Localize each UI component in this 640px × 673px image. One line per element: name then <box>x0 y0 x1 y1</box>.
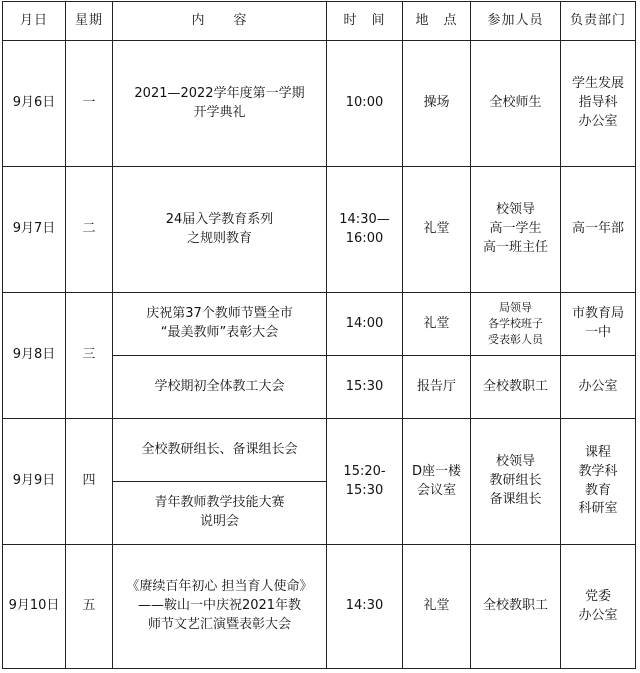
dept-cell: 市教育局 一中 <box>561 293 636 356</box>
content-cell: 青年教师教学技能大赛 说明会 <box>113 482 327 545</box>
dept-cell: 学生发展 指导科 办公室 <box>561 41 636 167</box>
time-cell: 10:00 <box>327 41 403 167</box>
place-cell: 操场 <box>403 41 471 167</box>
dept-cell: 办公室 <box>561 356 636 419</box>
date-cell: 9月9日 <box>3 419 66 545</box>
content-cell: 全校教研组长、备课组长会 <box>113 419 327 482</box>
weekday-cell: 二 <box>66 167 113 293</box>
header-dept: 负责部门 <box>561 2 636 41</box>
table-row <box>3 293 636 356</box>
content-cell: 24届入学教育系列 之规则教育 <box>113 167 327 293</box>
table-row <box>3 41 636 167</box>
time-cell: 14:30 <box>327 545 403 669</box>
date-cell: 9月7日 <box>3 167 66 293</box>
date-cell: 9月6日 <box>3 41 66 167</box>
header-place: 地 点 <box>403 2 471 41</box>
people-cell: 全校教职工 <box>471 356 561 419</box>
time-cell: 14:30— 16:00 <box>327 167 403 293</box>
weekday-cell: 三 <box>66 293 113 419</box>
content-cell: 学校期初全体教工大会 <box>113 356 327 419</box>
content-cell: 庆祝第37个教师节暨全市 “最美教师”表彰大会 <box>113 293 327 356</box>
time-cell: 15:20- 15:30 <box>327 419 403 545</box>
time-cell: 14:00 <box>327 293 403 356</box>
schedule-table <box>2 1 636 669</box>
people-cell: 局领导 各学校班子 受表彰人员 <box>471 293 561 356</box>
header-time: 时 间 <box>327 2 403 41</box>
table-row <box>3 167 636 293</box>
people-cell: 校领导 教研组长 备课组长 <box>471 419 561 545</box>
table-row <box>3 419 636 482</box>
time-cell: 15:30 <box>327 356 403 419</box>
header-row <box>3 2 636 41</box>
weekday-cell: 五 <box>66 545 113 669</box>
header-people: 参加人员 <box>471 2 561 41</box>
dept-cell: 党委 办公室 <box>561 545 636 669</box>
content-cell: 2021—2022学年度第一学期 开学典礼 <box>113 41 327 167</box>
date-cell: 9月10日 <box>3 545 66 669</box>
people-cell: 全校师生 <box>471 41 561 167</box>
people-cell: 全校教职工 <box>471 545 561 669</box>
weekday-cell: 四 <box>66 419 113 545</box>
header-weekday: 星期 <box>66 2 113 41</box>
place-cell: 礼堂 <box>403 545 471 669</box>
place-cell: D座一楼 会议室 <box>403 419 471 545</box>
dept-cell: 课程 教学科 教育 科研室 <box>561 419 636 545</box>
dept-cell: 高一年部 <box>561 167 636 293</box>
place-cell: 报告厅 <box>403 356 471 419</box>
date-cell: 9月8日 <box>3 293 66 419</box>
people-cell: 校领导 高一学生 高一班主任 <box>471 167 561 293</box>
table-row <box>3 545 636 669</box>
header-date: 月日 <box>3 2 66 41</box>
content-cell: 《赓续百年初心 担当育人使命》 ——鞍山一中庆祝2021年教 师节文艺汇演暨表彰大会 <box>113 545 327 669</box>
header-content: 内 容 <box>113 2 327 41</box>
place-cell: 礼堂 <box>403 167 471 293</box>
place-cell: 礼堂 <box>403 293 471 356</box>
weekday-cell: 一 <box>66 41 113 167</box>
